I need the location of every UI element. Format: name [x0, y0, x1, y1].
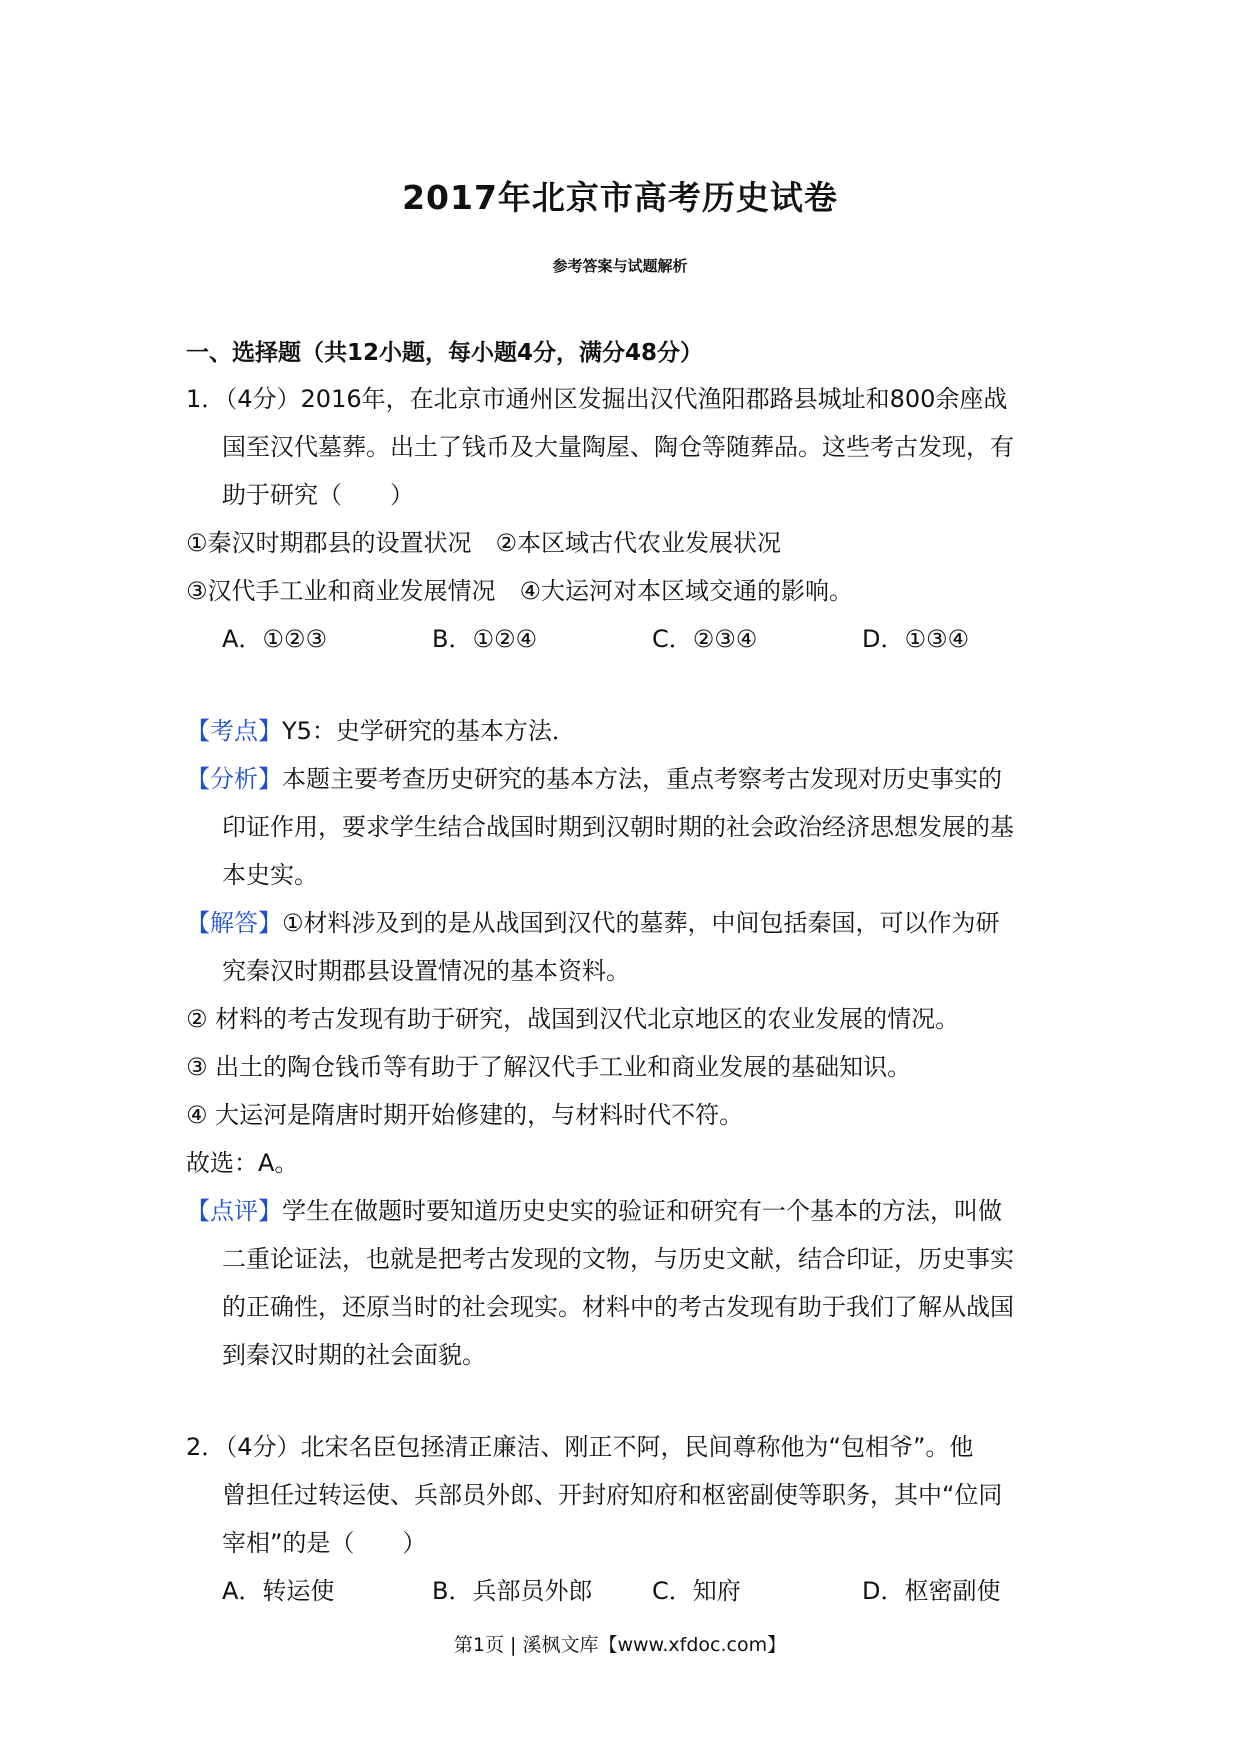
option-a: A．①②③ — [222, 625, 327, 653]
kaodian-line — [186, 707, 1066, 755]
fenxi-line — [186, 755, 1066, 803]
kaodian-text: Y5：史学研究的基本方法． — [282, 717, 576, 745]
question-1 — [186, 375, 1066, 663]
option-a: A．转运使 — [222, 1577, 335, 1605]
dianping-line — [186, 1187, 1066, 1235]
question-1-statement: ①秦汉时期郡县的设置状况 ②本区域古代农业发展状况 — [186, 529, 782, 557]
option-c: C．知府 — [652, 1577, 741, 1605]
answer-line: 故选：A。 — [186, 1149, 299, 1177]
jieda-line — [186, 899, 1066, 947]
question-2-line: 曾担任过转运使、兵部员外郎、开封府知府和枢密副使等职务，其中“位同 — [222, 1481, 1003, 1509]
dianping-text: 到秦汉时期的社会面貌。 — [222, 1341, 486, 1369]
jieda-text: ④ 大运河是隋唐时期开始修建的，与材料时代不符。 — [186, 1101, 744, 1129]
dianping-text: 的正确性，还原当时的社会现实。材料中的考古发现有助于我们了解从战国 — [222, 1293, 1014, 1321]
fenxi-text: 本题主要考查历史研究的基本方法，重点考察考古发现对历史事实的 — [282, 765, 1002, 793]
option-c: C．②③④ — [652, 625, 758, 653]
option-b: B．①②④ — [432, 625, 538, 653]
jieda-text: 究秦汉时期郡县设置情况的基本资料。 — [222, 957, 630, 985]
page-footer: 第1页 | 溪枫文库【www.xfdoc.com】 — [453, 1634, 787, 1656]
question-1-options — [186, 615, 1066, 663]
spacer — [186, 1379, 1066, 1423]
section-heading: 一、选择题（共12小题，每小题4分，满分48分） — [186, 340, 704, 366]
fenxi-tag: 【分析】 — [186, 765, 282, 793]
spacer — [186, 663, 1066, 707]
question-1-line: 1．（4分）2016年，在北京市通州区发掘出汉代渔阳郡路县城址和800余座战 — [186, 385, 1008, 413]
fenxi-text: 本史实。 — [222, 861, 318, 889]
option-d: D．①③④ — [862, 625, 970, 653]
jieda-text: ② 材料的考古发现有助于研究，战国到汉代北京地区的农业发展的情况。 — [186, 1005, 960, 1033]
question-2-options — [186, 1567, 1066, 1615]
fenxi-text: 印证作用，要求学生结合战国时期到汉朝时期的社会政治经济思想发展的基 — [222, 813, 1014, 841]
jieda-text: ①材料涉及到的是从战国到汉代的墓葬，中间包括秦国，可以作为研 — [282, 909, 1000, 937]
question-2-line: 2．（4分）北宋名臣包拯清正廉洁、刚正不阿，民间尊称他为“包相爷”。他 — [186, 1433, 974, 1461]
option-d: D．枢密副使 — [862, 1577, 1001, 1605]
question-1-statement: ③汉代手工业和商业发展情况 ④大运河对本区域交通的影响。 — [186, 577, 854, 605]
question-1-analysis — [186, 707, 1066, 1379]
option-b: B．兵部员外郎 — [432, 1577, 593, 1605]
jieda-tag: 【解答】 — [186, 909, 282, 937]
jieda-text: ③ 出土的陶仓钱币等有助于了解汉代手工业和商业发展的基础知识。 — [186, 1053, 912, 1081]
kaodian-tag: 【考点】 — [186, 717, 282, 745]
page-title: 2017年北京市高考历史试卷 — [402, 178, 838, 217]
question-1-line: 国至汉代墓葬。出土了钱币及大量陶屋、陶仓等随葬品。这些考古发现，有 — [222, 433, 1014, 461]
page-subtitle: 参考答案与试题解析 — [552, 257, 688, 275]
question-2 — [186, 1423, 1066, 1615]
dianping-text: 二重论证法，也就是把考古发现的文物，与历史文献，结合印证，历史事实 — [222, 1245, 1014, 1273]
dianping-text: 学生在做题时要知道历史史实的验证和研究有一个基本的方法，叫做 — [282, 1197, 1002, 1225]
document-body — [186, 333, 1066, 1615]
dianping-tag: 【点评】 — [186, 1197, 282, 1225]
question-1-line: 助于研究（ ） — [222, 481, 414, 509]
question-2-line: 宰相”的是（ ） — [222, 1529, 427, 1557]
